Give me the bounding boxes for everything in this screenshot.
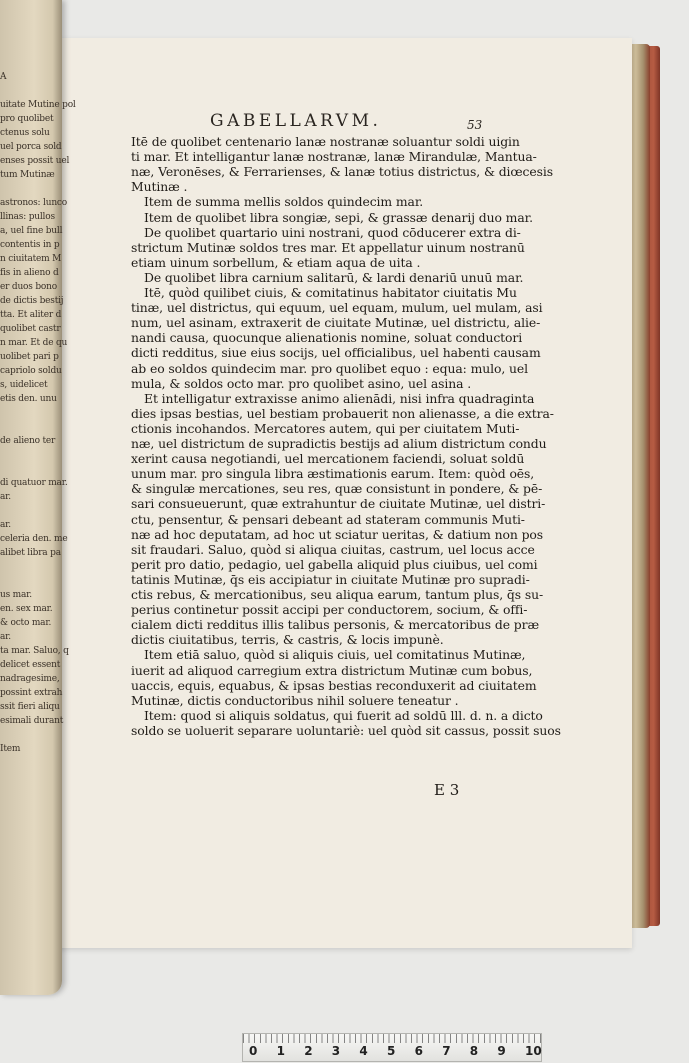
scale-ruler: [242, 1033, 542, 1062]
ruler-number: 5: [387, 1044, 396, 1058]
text-line: Item etiā saluo, quòd si aliquis ciuis, uel comitatinus Mutinæ,: [144, 647, 526, 663]
ruler-ticks: [243, 1034, 541, 1043]
left-page-line: pro quolibet: [0, 114, 54, 124]
text-line: Item de quolibet libra songiæ, sepi, & grassæ denarij duo mar.: [144, 209, 533, 225]
text-line: Item de summa mellis soldos quindecim mar.: [144, 194, 424, 210]
left-page-line: n ciuitatem M: [0, 254, 62, 264]
left-page-line: di quatuor mar.: [0, 478, 68, 488]
text-line: ab eo soldos quindecim mar. pro quolibet equo : equa: mulo, uel: [131, 360, 528, 376]
ruler-number: 4: [359, 1044, 368, 1058]
text-line: strictum Mutinæ soldos tres mar. Et appellatur uinum nostranū: [131, 239, 525, 255]
text-line: Et intelligatur extraxisse animo alienādi, nisi infra quadraginta: [144, 390, 535, 406]
text-line: uaccis, equis, equabus, & ipsas bestias reconduxerit ad ciuitatem: [131, 677, 537, 693]
text-line: Itē, quòd quilibet ciuis, & comitatinus habitator ciuitatis Mu: [144, 285, 517, 300]
text-line: perius continetur possit accipi per conductorem, socium, & offi-: [131, 602, 528, 618]
left-page-line: er duos bono: [0, 282, 57, 292]
text-line: nandi causa, quocunque alienationis nomine, soluat conductori: [131, 330, 523, 346]
left-page-line: ctenus solu: [0, 128, 50, 138]
text-line: Itē de quolibet centenario lanæ nostranæ soluantur soldi uigin: [131, 134, 520, 149]
left-page-line: tum Mutinæ: [0, 170, 55, 180]
text-line: Item: quod si aliquis soldatus, qui fuerit ad soldū lll. d. n. a dicto: [144, 707, 543, 723]
folio-number: 53: [467, 118, 483, 132]
left-page-line: & octo mar.: [0, 618, 52, 628]
left-page-line: esimali durant: [0, 716, 64, 726]
left-page-line: tta. Et aliter d: [0, 310, 62, 320]
text-line: ti mar. Et intelligantur lanæ nostranæ, lanæ Mirandulæ, Mantua-: [131, 149, 537, 165]
text-line: xerint causa negotiandi, uel mercationem faciendi, soluat soldū: [131, 451, 525, 467]
text-line: dies ipsas bestias, uel bestiam probauerit non alienasse, a die extra-: [131, 405, 554, 421]
left-page-line: astronos: lunco: [0, 198, 67, 208]
text-line: ctu, pensentur, & pensari debeant ad stateram communis Muti-: [131, 511, 525, 527]
text-line: Mutinæ .: [131, 179, 188, 195]
text-line: De quolibet libra carnium salitarū, & lardi denariū unuū mar.: [144, 269, 524, 285]
text-line: De quolibet quartario uini nostrani, quod cōducerer extra di-: [144, 224, 521, 240]
text-line: næ ad hoc deputatam, ad hoc ut sciatur ueritas, & datium non pos: [131, 526, 544, 542]
ruler-number: 8: [469, 1044, 479, 1058]
ruler-number: 3: [331, 1044, 341, 1058]
text-line: Mutinæ, dictis conductoribus nihil soluere teneatur .: [131, 692, 459, 708]
text-line: iuerit ad aliquod carregium extra districtum Mutinæ cum bobus,: [131, 662, 533, 678]
text-line: unum mar. pro singula libra æstimationis earum. Item: quòd oēs,: [131, 466, 535, 482]
text-line: tatinis Mutinæ, q̄s eis accipiatur in ciuitate Mutinæ pro supradi-: [131, 571, 530, 587]
left-page-line: uitate Mutine pol: [0, 100, 76, 110]
left-page-line: n mar. Et de qu: [0, 338, 68, 348]
ruler-number: 1: [276, 1044, 285, 1058]
left-page-line: celeria den. me: [0, 534, 68, 544]
text-line: tinæ, uel districtus, qui equum, uel equam, mulum, uel mulam, asi: [131, 300, 543, 316]
left-page-line: uolibet pari p: [0, 352, 59, 362]
left-page-line: uel porca sold: [0, 142, 62, 152]
left-page-line: fis in alieno d: [0, 268, 59, 278]
text-line: næ, uel districtum de supradictis bestijs ad alium districtum condu: [131, 436, 547, 451]
left-page-line: ar.: [0, 492, 11, 502]
running-head: GABELLARVM.: [210, 111, 382, 131]
text-line: & singulæ mercationes, seu res, quæ consistunt in pondere, & pē-: [131, 481, 543, 497]
text-line: næ, Veronēses, & Ferrarienses, & lanæ totius districtus, & diœcesis: [131, 164, 554, 180]
left-page-line: nadragesime,: [0, 674, 60, 684]
left-page-line: Item: [0, 744, 21, 754]
text-line: ctionis incohandos. Mercatores autem, qui per ciuitatem Muti-: [131, 420, 520, 436]
left-page-line: capriolo soldu: [0, 366, 62, 376]
left-page-line: A: [0, 72, 7, 82]
ruler-number: 6: [414, 1044, 423, 1058]
left-page-line: delicet essent: [0, 660, 61, 670]
left-page-line: contentis in p: [0, 240, 60, 250]
left-page-line: llinas: pullos: [0, 212, 55, 222]
left-page-edge: [0, 0, 76, 995]
text-line: perit pro datio, pedagio, uel gabella aliquid plus ciuibus, uel comi: [131, 556, 538, 572]
left-page-line: s, uidelicet: [0, 380, 48, 390]
left-page-line: ar.: [0, 632, 11, 642]
signature-mark: E 3: [434, 781, 460, 799]
left-page-line: ta mar. Saluo, q: [0, 646, 69, 656]
left-page-line: de alieno ter: [0, 436, 56, 446]
ruler-number: 2: [304, 1044, 313, 1058]
left-page-line: us mar.: [0, 590, 32, 600]
ruler-number: 7: [442, 1044, 451, 1058]
ruler-number: 9: [497, 1044, 506, 1058]
text-line: mula, & soldos octo mar. pro quolibet asino, uel asina .: [131, 375, 472, 391]
text-line: soldo se uoluerit separare uoluntariè: uel quòd sit cassus, possit suos: [131, 722, 561, 738]
left-page-line: ar.: [0, 520, 11, 530]
left-page-line: de dictis bestij: [0, 296, 64, 306]
left-page-line: alibet libra pa: [0, 548, 61, 558]
body-text: [58, 38, 632, 948]
text-line: sari consueuerunt, quæ extrahuntur de ciuitate Mutinæ, uel distri-: [131, 496, 546, 512]
text-line: num, uel asinam, extraxerit de ciuitate Mutinæ, uel districtu, alie-: [131, 315, 541, 331]
text-line: ctis rebus, & mercationibus, seu aliqua earum, tantum plus, q̄s su-: [131, 587, 544, 602]
left-page-line: possint extrah: [0, 688, 63, 698]
text-line: dictis ciuitatibus, terris, & castris, & locis impunè.: [131, 632, 444, 648]
text-line: etiam uinum sorbellum, & etiam aqua de uita .: [131, 254, 421, 270]
left-page-line: a, uel fine bull: [0, 226, 63, 236]
ruler-number: 0: [249, 1044, 258, 1058]
ruler-number: 10: [525, 1044, 542, 1058]
left-page-line: en. sex mar.: [0, 604, 53, 614]
left-page-line: quolibet castr: [0, 324, 61, 334]
left-page-line: ssit fieri aliqu: [0, 702, 60, 712]
right-page: [58, 38, 632, 948]
left-page-line: etis den. unu: [0, 394, 57, 404]
text-line: cialem dicti redditus illis talibus personis, & mercatoribus de præ: [131, 617, 539, 633]
text-line: dicti redditus, siue eius socijs, uel officialibus, uel habenti causam: [131, 345, 541, 361]
left-page-line: enses possit uel: [0, 156, 70, 166]
text-line: sit fraudari. Saluo, quòd si aliqua ciuitas, castrum, uel locus acce: [131, 541, 535, 557]
